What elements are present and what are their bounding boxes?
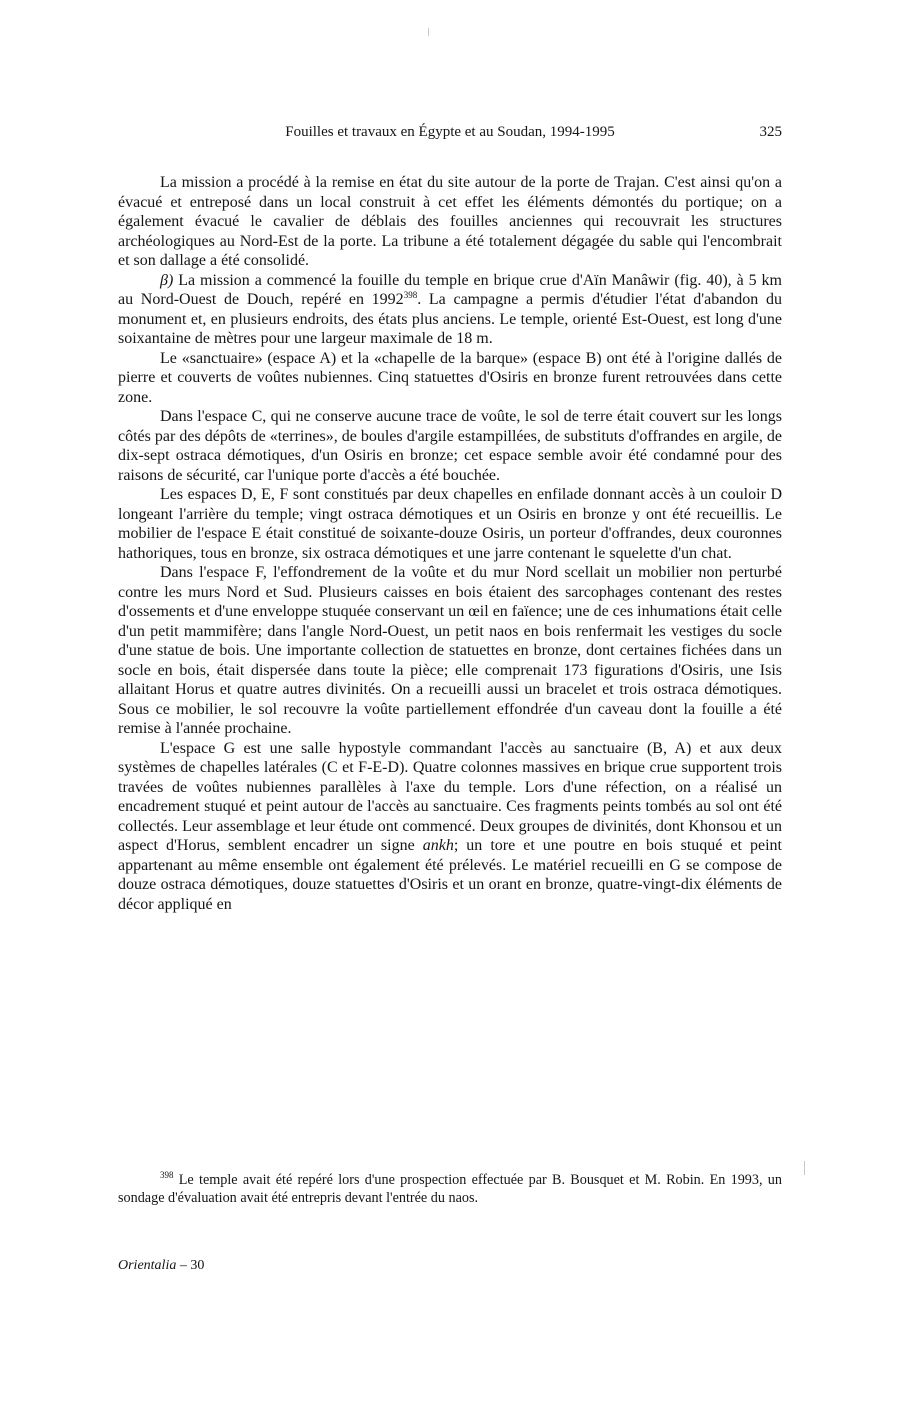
paragraph-text: ; un tore et une poutre en bois stuqué et peint appartenant au même ensemble ont également été prélevés. Le matériel recueilli en G se compose de douze ostraca démotiques, douze statuettes d'Osiris et un orant en bronze, quatre-vingt-dix éléments de décor appliqué en [118,837,782,913]
running-header [118,121,782,143]
paragraph-espace-f: Dans l'espace F, l'effondrement de la voûte et du mur Nord scellait un mobilier non perturbé contre les murs Nord et Sud. Plusieurs caisses en bois étaient des sarcophages contenant des restes d'ossements et d'une enveloppe stuquée conservant un œil en faïence; une de ces inhumations était celle d'un petit mammifère; dans l'angle Nord-Ouest, un petit naos en bois renfermait les vestiges du socle d'une statue de bois. Une importante collection de statuettes en bronze, dont certaines fichées dans un socle en bois, était dispersée dans toute la pièce; elle comprenait 173 figurations d'Osiris, une Isis allaitant Horus et quatre autres divinités. On a recueilli aussi un bracelet et trois ostraca démotiques. Sous ce mobilier, le sol recouvre la voûte partiellement effondrée d'un caveau dont la fouille a été remise à l'année prochaine. [118,564,782,737]
body-text [118,173,782,914]
paragraph-ain-manawir [118,271,782,349]
paragraph-text: La mission a commencé la fouille du temple en brique crue d'Aïn Manâwir (fig. 40), à 5 km au Nord-Ouest de Douch, repéré en 1992 [118,271,782,308]
footnote-text: Le temple avait été repéré lors d'une prospection effectuée par B. Bousquet et M. Robin. En 1993, un sondage d'évaluation avait été entrepris devant l'entrée du naos. [118,1172,782,1206]
section-marker-beta: β) [160,271,174,289]
italic-term: ankh [422,837,454,854]
scan-mark [428,28,429,36]
footnotes [118,1171,782,1207]
footer-journal: Orientalia [118,1258,177,1273]
paragraph-text: . La campagne a permis d'étudier l'état d'abandon du monument et, en plusieurs endroits, des états plus anciens. Le temple, orienté Est-Ouest, est long d'une soixantaine de mètres pour une largeur maximale de 18 m. [118,291,782,347]
paragraph-porte-de-trajan: La mission a procédé à la remise en état du site autour de la porte de Trajan. C'est ainsi qu'on a évacué et entreposé dans un local construit à cet effet les éléments démontés du portique; on a également évacué le cavalier de déblais des fouilles anciennes qui recouvrait les structures archéologiques au Nord-Est de la porte. La tribune a été totalement dégagée du sable qui l'encombrait et son dallage a été consolidé. [118,174,782,269]
scan-mark [804,1161,805,1175]
paragraph-text: L'espace G est une salle hypostyle commandant l'accès au sanctuaire (B, A) et aux deux systèmes de chapelles latérales (C et F-E-D). Quatre colonnes massives en brique crue supportent trois travées de voûtes nubiennes parallèles à l'axe du temple. Lors d'une réfection, on a réalisé un encadrement stuqué et peint autour de l'accès au sanctuaire. Ces fragments peints tombés au sol ont été collectés. Leur assemblage et leur étude ont commencé. Deux groupes de divinités, dont Khonsou et un aspect d'Horus, semblent encadrer un signe [118,739,782,854]
page-footer [118,1257,204,1275]
paragraph-espaces-d-e-f: Les espaces D, E, F sont constitués par deux chapelles en enfilade donnant accès à un couloir D longeant l'arrière du temple; vingt ostraca démotiques et un Osiris en bronze y ont été recueillis. Le mobilier de l'espace E était constitué de soixante-douze Osiris, un porteur d'offrandes, deux couronnes hathoriques, tous en bronze, six ostraca démotiques et une jarre contenant le squelette d'un chat. [118,486,782,562]
running-title: Fouilles et travaux en Égypte et au Soudan, 1994-1995 [285,124,615,140]
footer-separator: – [176,1258,191,1273]
footnote [118,1171,782,1207]
page-number: 325 [759,124,782,140]
paragraph-espace-c: Dans l'espace C, qui ne conserve aucune trace de voûte, le sol de terre était couvert sur les longs côtés par des dépôts de «terrines», de boules d'argile estampillées, de substituts d'offrandes en argile, de dix-sept ostraca démotiques, d'un Osiris en bronze; cet espace semble avoir été condamné pour des raisons de sécurité, car l'unique porte d'accès a été bouchée. [118,408,782,484]
footnote-reference: 398 [403,290,418,300]
footer-number: 30 [190,1258,205,1273]
paragraph-espace-g [118,739,782,915]
paragraph-sanctuaire: Le «sanctuaire» (espace A) et la «chapelle de la barque» (espace B) ont été à l'origine dallés de pierre et couverts de voûtes nubiennes. Cinq statuettes d'Osiris en bronze furent retrouvées dans cette zone. [118,349,782,406]
footnote-number: 398 [160,1170,174,1180]
